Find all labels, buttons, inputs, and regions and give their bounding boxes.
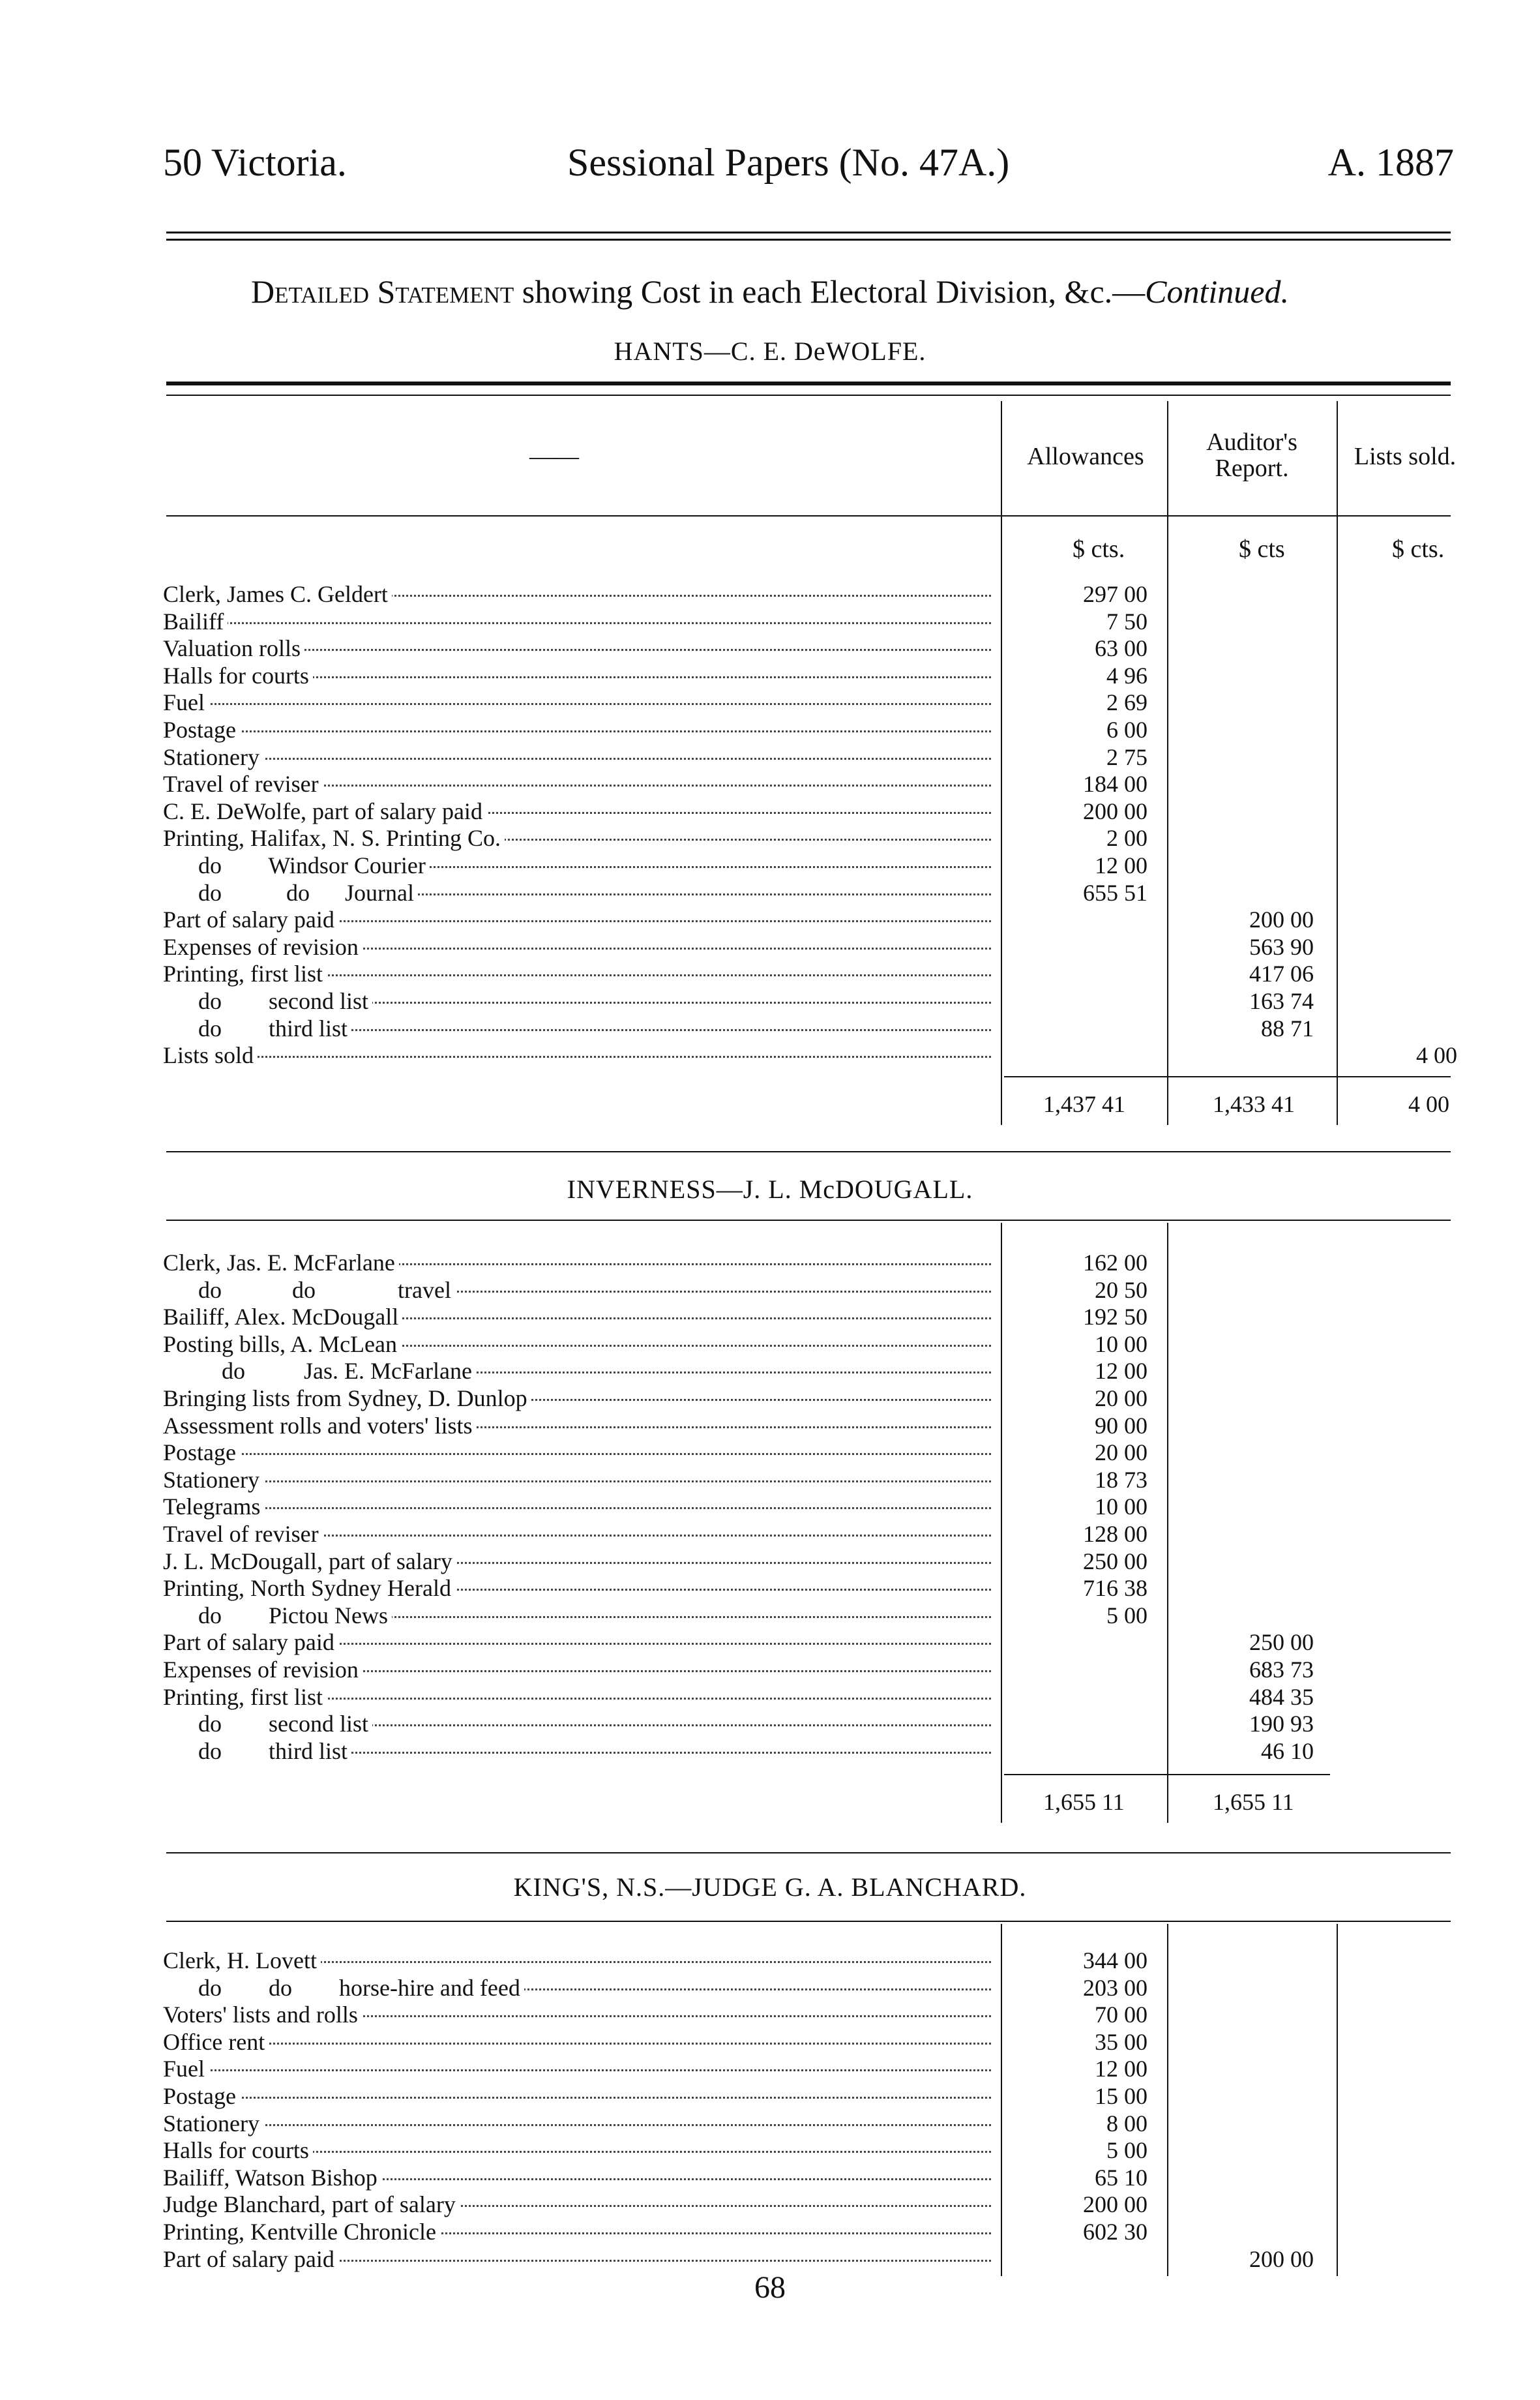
row-label: Halls for courts: [163, 662, 313, 689]
leader-dots: [163, 2043, 991, 2045]
allowance-cell: 20 00: [1095, 1385, 1148, 1411]
title-italic: Continued.: [1145, 273, 1289, 310]
unit-allowances: $ cts.: [1073, 535, 1125, 563]
row-label: Valuation rolls: [163, 635, 304, 662]
vline-allow-3: [1001, 1924, 1002, 2276]
auditor-cell: 484 35: [1249, 1683, 1314, 1710]
auditor-line-1: Auditor's: [1206, 428, 1297, 456]
header-rule: [166, 232, 1451, 233]
table-row: [163, 1042, 994, 1069]
header-rule-2: [166, 239, 1451, 241]
hants-total-aud: 1,433 41: [1213, 1091, 1295, 1117]
hants-total-allow: 1,437 41: [1043, 1091, 1125, 1117]
table-row: [163, 2245, 994, 2273]
row-label: Lists sold: [163, 1042, 258, 1069]
allowance-cell: 4 96: [1106, 662, 1148, 689]
inverness-top-rule: [166, 1220, 1451, 1221]
table-row: [163, 1015, 994, 1042]
allowance-cell: 6 00: [1106, 717, 1148, 743]
row-label: Part of salary paid: [163, 2245, 338, 2273]
vline-lists: [1337, 401, 1338, 1125]
table-row: [163, 770, 994, 798]
table-row: [163, 2191, 994, 2218]
unit-lists: $ cts.: [1392, 535, 1445, 563]
auditor-cell: 250 00: [1249, 1629, 1314, 1656]
allowance-cell: 250 00: [1083, 1548, 1148, 1574]
row-label: do second list: [163, 987, 372, 1015]
auditor-cell: 200 00: [1249, 907, 1314, 933]
table-row: [163, 1628, 994, 1656]
row-label: Travel of reviser: [163, 1520, 323, 1548]
vline-lists-3: [1337, 1924, 1338, 2276]
row-label: Fuel: [163, 689, 209, 716]
row-label: Postage: [163, 1439, 240, 1466]
row-label: Postage: [163, 716, 240, 743]
row-label: Printing, North Sydney Herald: [163, 1574, 455, 1602]
vline-aud: [1167, 401, 1168, 1125]
inverness-end-rule: [166, 1852, 1451, 1853]
row-label: Telegrams: [163, 1493, 264, 1520]
allowance-cell: 20 00: [1095, 1439, 1148, 1466]
title-rest: showing Cost in each Electoral Division, &c.—: [522, 273, 1146, 310]
row-label: do second list: [163, 1710, 372, 1737]
allowance-cell: 184 00: [1083, 771, 1148, 798]
row-label: Stationery: [163, 2110, 263, 2137]
leader-dots: [163, 1056, 991, 1058]
column-head-lists-sold: Lists sold.: [1354, 443, 1457, 470]
allowance-cell: 2 75: [1106, 743, 1148, 770]
row-label: Assessment rolls and voters' lists: [163, 1412, 476, 1439]
row-label: Postage: [163, 2082, 240, 2110]
allowance-cell: 203 00: [1083, 1974, 1148, 2001]
auditor-cell: 46 10: [1261, 1737, 1314, 1764]
table-row: [163, 1357, 994, 1385]
row-label: do do horse-hire and feed: [163, 1974, 524, 2002]
allowance-cell: 7 50: [1106, 608, 1148, 635]
hants-end-rule: [166, 1151, 1451, 1152]
page-number: 68: [754, 2270, 786, 2305]
auditor-line-2: Report.: [1215, 455, 1289, 482]
row-label: J. L. McDougall, part of salary: [163, 1548, 456, 1575]
row-label: Stationery: [163, 743, 263, 771]
table-row: [163, 798, 994, 825]
table-row: [163, 1947, 994, 1974]
row-label: Expenses of revision: [163, 933, 363, 961]
leader-dots: [163, 1453, 991, 1455]
table-row: [163, 2137, 994, 2164]
row-label: Office rent: [163, 2028, 269, 2056]
row-label: Voters' lists and rolls: [163, 2001, 362, 2028]
vline-allow-2: [1001, 1223, 1002, 1823]
allowance-cell: 63 00: [1095, 635, 1148, 662]
auditor-cell: 190 93: [1249, 1711, 1314, 1737]
allowance-cell: 18 73: [1095, 1466, 1148, 1493]
row-label: do do Journal: [163, 879, 418, 907]
leader-dots: [163, 2069, 991, 2071]
allowance-cell: 10 00: [1095, 1330, 1148, 1357]
statement-title: [0, 273, 1540, 310]
allowance-cell: 12 00: [1095, 1358, 1148, 1385]
header-center: Sessional Papers (No. 47A.): [567, 141, 1010, 184]
head-rule: [166, 515, 1451, 517]
table-row: [163, 1574, 994, 1602]
table-row: [163, 1602, 994, 1629]
allowance-cell: 70 00: [1095, 2002, 1148, 2028]
table-top-rule: [166, 382, 1451, 385]
leader-dots: [163, 758, 991, 760]
blank-column-dash: ——: [529, 443, 579, 470]
auditor-cell: 417 06: [1249, 961, 1314, 987]
title-smallcaps: Detailed Statement: [251, 273, 514, 310]
table-row: [163, 1710, 994, 1737]
table-row: [163, 824, 994, 852]
auditor-cell: 563 90: [1249, 933, 1314, 960]
row-label: do do travel: [163, 1276, 455, 1304]
table-row: [163, 2055, 994, 2082]
row-label: Bailiff, Watson Bishop: [163, 2164, 381, 2191]
kings-top-rule: [166, 1921, 1451, 1922]
section-title-hants: HANTS—C. E. DeWOLFE.: [614, 337, 926, 366]
header-right: A. 1887: [1327, 141, 1454, 184]
row-label: Printing, Kentville Chronicle: [163, 2218, 440, 2245]
allowance-cell: 2 69: [1106, 689, 1148, 716]
table-row: [163, 1330, 994, 1358]
table-row: [163, 906, 994, 933]
row-label: do third list: [163, 1015, 351, 1042]
table-row: [163, 635, 994, 662]
allowance-cell: 344 00: [1083, 1947, 1148, 1973]
row-label: Part of salary paid: [163, 1628, 338, 1656]
lists-sold-cell: 4 00: [1416, 1042, 1457, 1069]
table-row: [163, 2164, 994, 2191]
unit-auditor: $ cts: [1239, 535, 1285, 563]
inverness-total-aud: 1,655 11: [1213, 1789, 1294, 1815]
row-label: Travel of reviser: [163, 770, 323, 798]
table-row: [163, 580, 994, 608]
row-label: Part of salary paid: [163, 906, 338, 933]
table-row: [163, 1548, 994, 1575]
table-row: [163, 1656, 994, 1683]
row-label: Clerk, Jas. E. McFarlane: [163, 1249, 399, 1276]
table-row: [163, 1493, 994, 1520]
row-label: Halls for courts: [163, 2137, 313, 2164]
row-label: do third list: [163, 1737, 351, 1765]
allowance-cell: 192 50: [1083, 1304, 1148, 1330]
table-row: [163, 2218, 994, 2245]
allowance-cell: 90 00: [1095, 1412, 1148, 1439]
table-row: [163, 1303, 994, 1330]
row-label: do Jas. E. McFarlane: [163, 1357, 476, 1385]
table-row: [163, 852, 994, 879]
table-row: [163, 879, 994, 907]
section-title-inverness: INVERNESS—J. L. McDOUGALL.: [567, 1175, 973, 1204]
section-title-kings: KING'S, N.S.—JUDGE G. A. BLANCHARD.: [513, 1872, 1027, 1902]
table-row: [163, 716, 994, 743]
vline-allow: [1001, 401, 1002, 1125]
row-label: Fuel: [163, 2055, 209, 2082]
row-label: Printing, first list: [163, 960, 327, 987]
allowance-cell: 15 00: [1095, 2083, 1148, 2109]
table-row: [163, 1385, 994, 1412]
table-row: [163, 1412, 994, 1439]
leader-dots: [163, 703, 991, 705]
allowance-cell: 12 00: [1095, 852, 1148, 878]
allowance-cell: 20 50: [1095, 1276, 1148, 1303]
row-label: Printing, Halifax, N. S. Printing Co.: [163, 824, 505, 852]
leader-dots: [163, 730, 991, 732]
row-label: C. E. DeWolfe, part of salary paid: [163, 798, 486, 825]
table-row: [163, 2082, 994, 2110]
table-row: [163, 743, 994, 771]
hants-total-rule: [1004, 1076, 1451, 1077]
allowance-cell: 200 00: [1083, 798, 1148, 824]
allowance-cell: 5 00: [1106, 2137, 1148, 2164]
row-label: Posting bills, A. McLean: [163, 1330, 401, 1358]
row-label: do Pictou News: [163, 1602, 392, 1629]
row-label: Judge Blanchard, part of salary: [163, 2191, 460, 2218]
column-head-allowances: Allowances: [1027, 443, 1144, 470]
allowance-cell: 128 00: [1083, 1521, 1148, 1547]
table-row: [163, 2028, 994, 2056]
allowance-cell: 35 00: [1095, 2028, 1148, 2055]
vline-aud-3: [1167, 1924, 1168, 2276]
table-row: [163, 1249, 994, 1276]
table-row: [163, 662, 994, 689]
hants-total-lists: 4 00: [1408, 1091, 1449, 1117]
auditor-cell: 200 00: [1249, 2245, 1314, 2272]
allowance-cell: 716 38: [1083, 1575, 1148, 1602]
table-row: [163, 1520, 994, 1548]
inverness-total-rule: [1004, 1774, 1330, 1775]
table-row: [163, 960, 994, 987]
row-label: Printing, first list: [163, 1683, 327, 1711]
inverness-total-allow: 1,655 11: [1043, 1789, 1125, 1815]
auditor-cell: 683 73: [1249, 1657, 1314, 1683]
vline-aud-2: [1167, 1223, 1168, 1823]
running-header: [163, 140, 1454, 186]
auditor-cell: 88 71: [1261, 1015, 1314, 1042]
table-row: [163, 1737, 994, 1765]
table-row: [163, 2110, 994, 2137]
allowance-cell: 602 30: [1083, 2219, 1148, 2245]
table-row: [163, 1974, 994, 2002]
leader-dots: [163, 1507, 991, 1509]
row-label: do Windsor Courier: [163, 852, 430, 879]
row-label: Clerk, James C. Geldert: [163, 580, 392, 608]
auditor-cell: 163 74: [1249, 988, 1314, 1014]
row-label: Clerk, H. Lovett: [163, 1947, 321, 1974]
table-row: [163, 1466, 994, 1493]
leader-dots: [163, 1480, 991, 1482]
allowance-cell: 200 00: [1083, 2191, 1148, 2218]
allowance-cell: 10 00: [1095, 1493, 1148, 1520]
table-row: [163, 1439, 994, 1466]
leader-dots: [163, 622, 991, 624]
allowance-cell: 162 00: [1083, 1250, 1148, 1276]
allowance-cell: 65 10: [1095, 2164, 1148, 2191]
table-row: [163, 933, 994, 961]
column-head-auditor: [1170, 429, 1333, 481]
table-row: [163, 987, 994, 1015]
allowance-cell: 5 00: [1106, 1602, 1148, 1628]
allowance-cell: 297 00: [1083, 581, 1148, 607]
table-row: [163, 2001, 994, 2028]
table-row: [163, 689, 994, 716]
row-label: Bailiff, Alex. McDougall: [163, 1303, 402, 1330]
header-left: 50 Victoria.: [163, 141, 347, 184]
row-label: Expenses of revision: [163, 1656, 363, 1683]
row-label: Bailiff: [163, 608, 228, 635]
allowance-cell: 655 51: [1083, 879, 1148, 906]
table-row: [163, 1683, 994, 1711]
table-row: [163, 1276, 994, 1304]
leader-dots: [163, 2097, 991, 2099]
leader-dots: [163, 2124, 991, 2126]
allowance-cell: 2 00: [1106, 825, 1148, 852]
table-row: [163, 608, 994, 635]
table-top-rule-2: [166, 395, 1451, 396]
row-label: Stationery: [163, 1466, 263, 1493]
allowance-cell: 8 00: [1106, 2110, 1148, 2137]
allowance-cell: 12 00: [1095, 2056, 1148, 2082]
row-label: Bringing lists from Sydney, D. Dunlop: [163, 1385, 531, 1412]
